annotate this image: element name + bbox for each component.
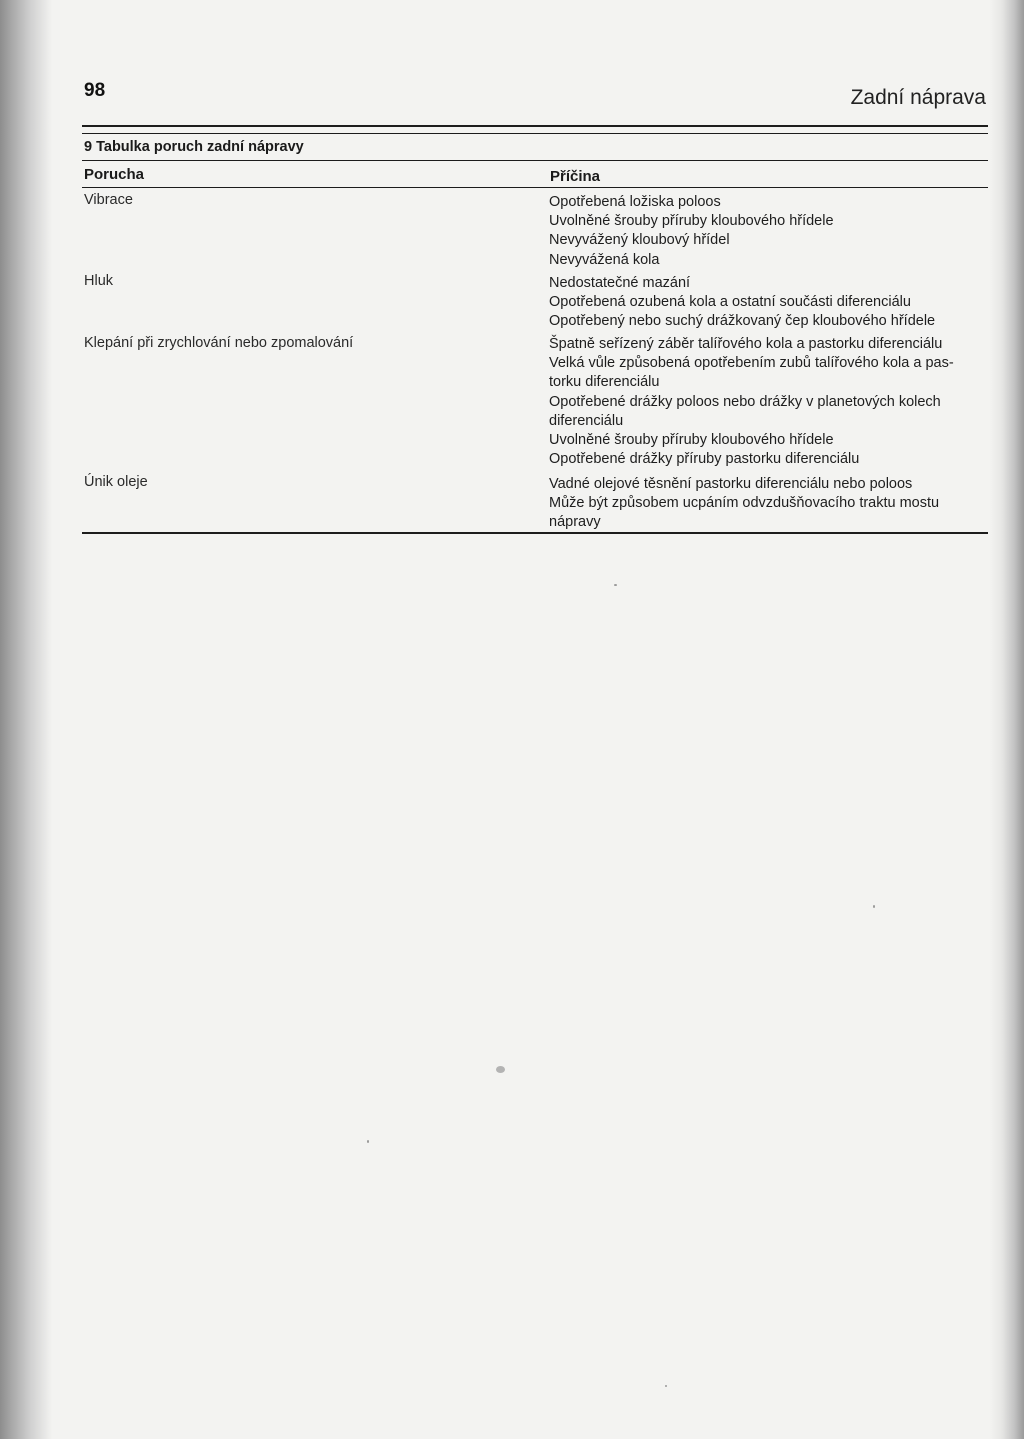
header-rule-thin — [82, 133, 988, 134]
causes-vibration — [549, 193, 989, 270]
page-number: 98 — [84, 80, 106, 101]
scan-speck — [614, 584, 617, 586]
scan-shadow-right — [990, 0, 1024, 1439]
cause-item: Nevyvážená kola — [549, 251, 660, 268]
scan-speck — [873, 905, 875, 908]
cause-item-continuation: torku diferenciálu — [549, 374, 660, 391]
fault-knocking: Klepání při zrychlování nebo zpomalování — [84, 335, 354, 351]
cause-item: Opotřebené drážky příruby pastorku diferenciálu — [549, 451, 860, 468]
column-header-fault: Porucha — [84, 166, 145, 183]
column-header-cause: Příčina — [550, 168, 601, 185]
header-rule — [82, 125, 988, 127]
cause-item: Může být způsobem ucpáním odvzdušňovacího traktu mostu — [549, 495, 940, 512]
cause-item: Vadné olejové těsnění pastorku diferenciálu nebo poloos — [549, 476, 913, 492]
cause-item: Nevyvážený kloubový hřídel — [549, 232, 730, 249]
scan-speck — [665, 1385, 667, 1387]
fault-vibration: Vibrace — [84, 192, 133, 208]
scan-speck — [496, 1066, 505, 1073]
cause-item: Opotřebený nebo suchý drážkovaný čep kloubového hřídele — [549, 313, 936, 330]
fault-oil-leak: Únik oleje — [84, 474, 148, 490]
cause-item: Uvolněné šrouby příruby kloubového hřídele — [549, 213, 834, 230]
column-header-rule — [82, 187, 988, 188]
cause-item-continuation: nápravy — [549, 514, 601, 531]
scan-shadow-left — [0, 0, 52, 1439]
table-caption: 9 Tabulka poruch zadní nápravy — [84, 139, 304, 155]
cause-item: Opotřebené drážky poloos nebo drážky v planetových kolech — [549, 393, 941, 410]
cause-item: Opotřebená ozubená kola a ostatní součásti diferenciálu — [549, 294, 911, 311]
cause-item-continuation: diferenciálu — [549, 412, 624, 429]
caption-rule — [82, 160, 988, 161]
cause-item: Opotřebená ložiska poloos — [549, 194, 721, 210]
causes-oil-leak — [549, 475, 989, 533]
cause-item: Špatně seřízený záběr talířového kola a pastorku diferenciálu — [549, 336, 943, 352]
table-bottom-rule — [82, 532, 988, 534]
scan-speck — [367, 1140, 369, 1143]
causes-knocking — [549, 335, 989, 469]
cause-item: Velká vůle způsobená opotřebením zubů talířového kola a pas- — [549, 355, 954, 372]
fault-noise: Hluk — [84, 273, 114, 289]
causes-noise — [549, 274, 989, 332]
section-title: Zadní náprava — [850, 86, 986, 109]
cause-item: Uvolněné šrouby příruby kloubového hřídele — [549, 432, 834, 449]
cause-item: Nedostatečné mazání — [549, 275, 691, 291]
